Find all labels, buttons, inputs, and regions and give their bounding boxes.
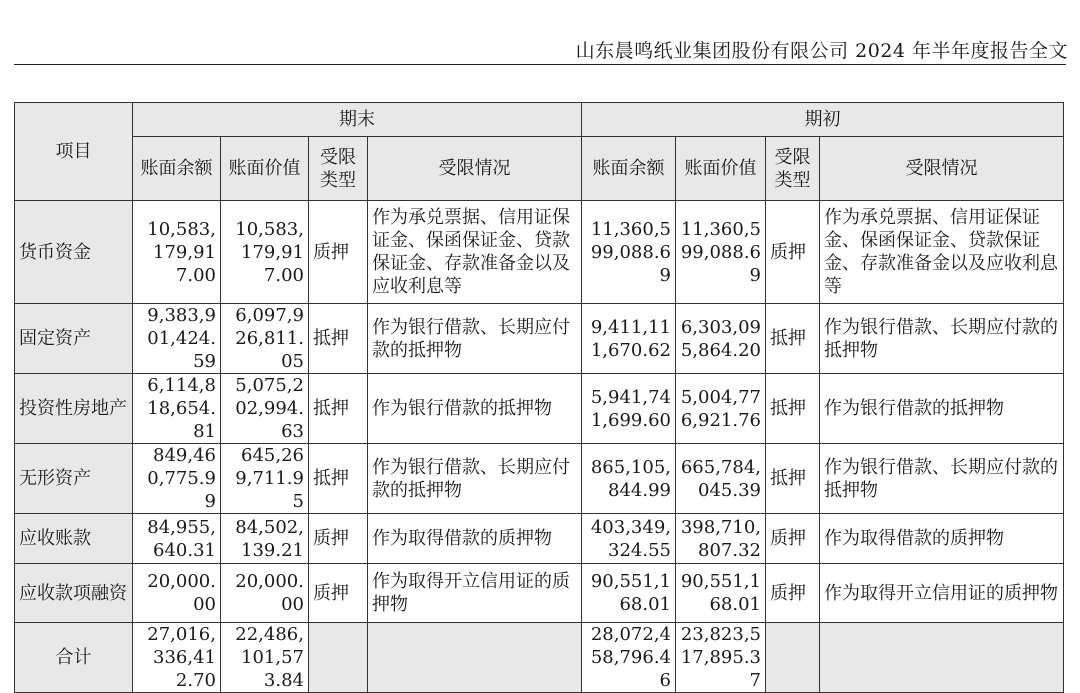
restricted-assets-table — [14, 102, 1064, 693]
table-row — [15, 201, 1064, 304]
begin-restrict-type: 抵押 — [766, 374, 820, 444]
col-header-end-restrict-desc: 受限情况 — [368, 137, 582, 201]
end-book-balance: 10,583,179,917.00 — [133, 201, 221, 304]
end-restrict-desc: 作为取得借款的质押物 — [368, 514, 582, 564]
total-end-book-value: 22,486,101,573.84 — [221, 623, 309, 693]
col-header-end-restrict-type: 受限类型 — [309, 137, 368, 201]
end-restrict-type: 质押 — [309, 514, 368, 564]
begin-book-balance: 9,411,111,670.62 — [582, 304, 676, 374]
report-header-title: 山东晨鸣纸业集团股份有限公司 2024 年半年度报告全文 — [575, 40, 1068, 62]
total-end-restrict-desc-empty — [368, 623, 582, 693]
col-group-period-begin: 期初 — [582, 103, 1064, 137]
end-book-value: 10,583,179,917.00 — [221, 201, 309, 304]
total-begin-restrict-desc-empty — [820, 623, 1064, 693]
begin-book-balance: 11,360,599,088.69 — [582, 201, 676, 304]
end-restrict-desc: 作为银行借款、长期应付款的抵押物 — [368, 304, 582, 374]
col-header-end-book-balance: 账面余额 — [133, 137, 221, 201]
total-label: 合计 — [15, 623, 133, 693]
end-restrict-type: 抵押 — [309, 374, 368, 444]
col-header-end-book-value: 账面价值 — [221, 137, 309, 201]
end-book-balance: 20,000.00 — [133, 564, 221, 623]
end-restrict-type: 质押 — [309, 201, 368, 304]
begin-restrict-desc: 作为承兑票据、信用证保证金、保函保证金、贷款保证金、存款准备金以及应收利息等 — [820, 201, 1064, 304]
begin-restrict-type: 质押 — [766, 514, 820, 564]
table-row-total — [15, 623, 1064, 693]
begin-book-balance: 403,349,324.55 — [582, 514, 676, 564]
header-row-groups — [15, 103, 1064, 137]
end-book-balance: 6,114,818,654.81 — [133, 374, 221, 444]
header-divider — [14, 64, 1066, 65]
begin-restrict-desc: 作为取得开立信用证的质押物 — [820, 564, 1064, 623]
col-header-begin-restrict-desc: 受限情况 — [820, 137, 1064, 201]
end-book-value: 6,097,926,811.05 — [221, 304, 309, 374]
end-restrict-type: 质押 — [309, 564, 368, 623]
begin-book-value: 398,710,807.32 — [676, 514, 766, 564]
col-header-begin-book-balance: 账面余额 — [582, 137, 676, 201]
table-row — [15, 374, 1064, 444]
begin-restrict-type: 抵押 — [766, 444, 820, 514]
total-begin-restrict-type-empty — [766, 623, 820, 693]
total-begin-book-value: 23,823,517,895.37 — [676, 623, 766, 693]
begin-book-balance: 90,551,168.01 — [582, 564, 676, 623]
begin-restrict-desc: 作为银行借款、长期应付款的抵押物 — [820, 444, 1064, 514]
begin-restrict-type: 质押 — [766, 201, 820, 304]
end-restrict-type: 抵押 — [309, 304, 368, 374]
row-item-label: 货币资金 — [15, 201, 133, 304]
table-row — [15, 444, 1064, 514]
row-item-label: 应收款项融资 — [15, 564, 133, 623]
col-header-begin-restrict-type: 受限类型 — [766, 137, 820, 201]
col-header-item: 项目 — [15, 103, 133, 201]
end-book-balance: 84,955,640.31 — [133, 514, 221, 564]
end-book-value: 5,075,202,994.63 — [221, 374, 309, 444]
end-book-value: 645,269,711.95 — [221, 444, 309, 514]
begin-book-value: 6,303,095,864.20 — [676, 304, 766, 374]
begin-book-value: 11,360,599,088.69 — [676, 201, 766, 304]
total-end-book-balance: 27,016,336,412.70 — [133, 623, 221, 693]
begin-book-balance: 5,941,741,699.60 — [582, 374, 676, 444]
begin-restrict-desc: 作为银行借款、长期应付款的抵押物 — [820, 304, 1064, 374]
begin-book-value: 90,551,168.01 — [676, 564, 766, 623]
row-item-label: 固定资产 — [15, 304, 133, 374]
total-end-restrict-type-empty — [309, 623, 368, 693]
end-book-balance: 849,460,775.99 — [133, 444, 221, 514]
begin-book-value: 665,784,045.39 — [676, 444, 766, 514]
header-row-columns — [15, 137, 1064, 201]
table-row — [15, 564, 1064, 623]
table-row — [15, 514, 1064, 564]
col-header-begin-book-value: 账面价值 — [676, 137, 766, 201]
end-restrict-desc: 作为承兑票据、信用证保证金、保函保证金、贷款保证金、存款准备金以及应收利息等 — [368, 201, 582, 304]
col-group-period-end: 期末 — [133, 103, 582, 137]
table-row — [15, 304, 1064, 374]
begin-restrict-desc: 作为银行借款的抵押物 — [820, 374, 1064, 444]
end-restrict-desc: 作为取得开立信用证的质押物 — [368, 564, 582, 623]
end-restrict-desc: 作为银行借款、长期应付款的抵押物 — [368, 444, 582, 514]
end-book-balance: 9,383,901,424.59 — [133, 304, 221, 374]
row-item-label: 无形资产 — [15, 444, 133, 514]
row-item-label: 投资性房地产 — [15, 374, 133, 444]
begin-restrict-type: 质押 — [766, 564, 820, 623]
end-restrict-type: 抵押 — [309, 444, 368, 514]
begin-book-balance: 865,105,844.99 — [582, 444, 676, 514]
begin-restrict-desc: 作为取得借款的质押物 — [820, 514, 1064, 564]
row-item-label: 应收账款 — [15, 514, 133, 564]
end-book-value: 20,000.00 — [221, 564, 309, 623]
total-begin-book-balance: 28,072,458,796.46 — [582, 623, 676, 693]
end-restrict-desc: 作为银行借款的抵押物 — [368, 374, 582, 444]
begin-restrict-type: 抵押 — [766, 304, 820, 374]
end-book-value: 84,502,139.21 — [221, 514, 309, 564]
begin-book-value: 5,004,776,921.76 — [676, 374, 766, 444]
